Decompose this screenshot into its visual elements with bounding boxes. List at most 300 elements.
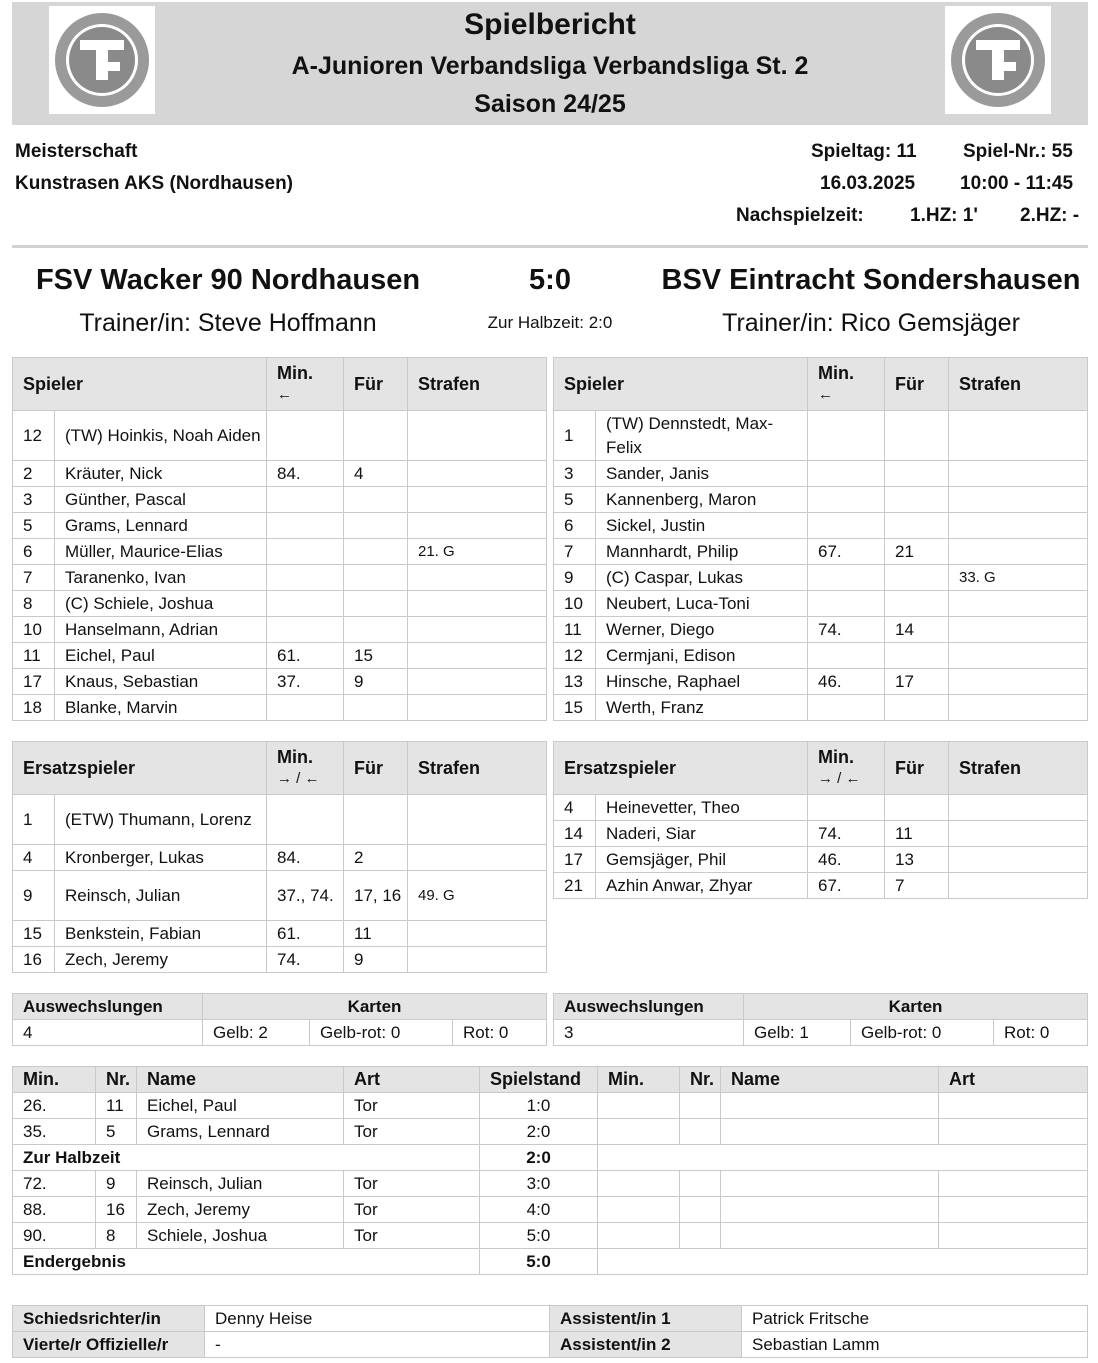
penalty: 49. G [408,871,547,921]
col-header-player: Spieler [554,358,808,411]
player-number: 10 [554,591,596,617]
player-number: 5 [554,487,596,513]
col-header-min-arrow: → / ← [277,770,320,787]
goal-player-name-away [721,1223,939,1249]
player-row [13,947,547,973]
sub-minute: 61. [267,643,344,669]
events-col-score: Spielstand [480,1067,598,1093]
goal-player-number: 11 [96,1093,137,1119]
sub-for [885,643,949,669]
league-name: A-Junioren Verbandsliga Verbandsliga St. 2 [291,52,809,80]
player-number: 10 [13,617,55,643]
player-name: Hanselmann, Adrian [55,617,267,643]
goal-minute: 35. [13,1119,96,1145]
goal-row [13,1093,1088,1119]
player-name: Azhin Anwar, Zhyar [596,873,808,899]
sub-minute [267,539,344,565]
stoppage-second-half: 2.HZ: - [1020,205,1080,226]
player-number: 12 [13,411,55,461]
goal-type: Tor [344,1171,480,1197]
player-row [13,461,547,487]
penalty [408,669,547,695]
cards-header: Karten [203,994,547,1020]
penalty [408,565,547,591]
penalty [408,695,547,721]
sub-for [344,795,408,845]
sub-for: 7 [885,873,949,899]
player-number: 3 [13,487,55,513]
player-row [554,487,1088,513]
home-yellow: Gelb: 2 [203,1020,310,1046]
events-col-name: Name [137,1067,344,1093]
player-name: (C) Schiele, Joshua [55,591,267,617]
player-name: Sickel, Justin [596,513,808,539]
col-header-penalties: Strafen [408,358,547,411]
col-header-min-label: Min. [818,363,854,383]
home-lineup-table [12,357,547,721]
player-row [13,871,547,921]
sub-for: 2 [344,845,408,871]
sub-for [344,591,408,617]
events-summary-score: 5:0 [480,1249,598,1275]
player-name: Kannenberg, Maron [596,487,808,513]
penalty [949,513,1088,539]
player-row [13,845,547,871]
penalty [408,947,547,973]
sub-minute [267,513,344,539]
player-name: Benkstein, Fabian [55,921,267,947]
events-col-nr: Nr. [96,1067,137,1093]
sub-for: 17, 16 [344,871,408,921]
assistant2-label: Assistent/in 2 [550,1332,742,1358]
home-subs-count: 4 [13,1020,203,1046]
col-header-for: Für [885,742,949,795]
player-number: 7 [13,565,55,591]
goal-minute: 26. [13,1093,96,1119]
player-number: 14 [554,821,596,847]
goal-type-away [939,1223,1088,1249]
col-header-min-label: Min. [277,747,313,767]
goal-type-away [939,1171,1088,1197]
sub-for: 15 [344,643,408,669]
penalty [949,795,1088,821]
events-away-empty [598,1145,1088,1171]
goal-player-name: Grams, Lennard [137,1119,344,1145]
player-name: Taranenko, Ivan [55,565,267,591]
col-header-min-arrow: → / ← [818,770,861,787]
player-row [554,591,1088,617]
goal-player-name: Eichel, Paul [137,1093,344,1119]
player-name: Reinsch, Julian [55,871,267,921]
sub-minute: 37. [267,669,344,695]
player-number: 16 [13,947,55,973]
player-number: 17 [554,847,596,873]
goal-row [13,1171,1088,1197]
player-row [554,565,1088,591]
assistant1-name: Patrick Fritsche [742,1306,1088,1332]
goal-row [13,1197,1088,1223]
cards-header: Karten [744,994,1088,1020]
home-summary-table [12,993,547,1046]
goal-minute-away [598,1093,680,1119]
col-header-min [267,742,344,795]
sub-minute [267,411,344,461]
sub-for [344,411,408,461]
goal-type-away [939,1093,1088,1119]
player-number: 3 [554,461,596,487]
player-row [13,643,547,669]
fourth-official-name: - [205,1332,550,1358]
goal-type: Tor [344,1119,480,1145]
sub-for [885,565,949,591]
running-score: 5:0 [480,1223,598,1249]
goal-minute-away [598,1119,680,1145]
player-row [13,539,547,565]
player-number: 18 [13,695,55,721]
player-row [554,695,1088,721]
sub-minute: 37., 74. [267,871,344,921]
player-number: 7 [554,539,596,565]
sub-for [885,487,949,513]
player-number: 11 [13,643,55,669]
events-col-nr-away: Nr. [680,1067,721,1093]
col-header-penalties: Strafen [949,358,1088,411]
col-header-min [267,358,344,411]
goal-player-number-away [680,1119,721,1145]
col-header-player: Ersatzspieler [554,742,808,795]
officials-table [12,1305,1088,1358]
player-row [554,847,1088,873]
player-row [554,539,1088,565]
player-number: 1 [554,411,596,461]
player-row [554,821,1088,847]
col-header-for: Für [344,358,408,411]
goal-player-number-away [680,1223,721,1249]
col-header-min-arrow: ← [818,386,833,403]
sub-minute: 67. [808,539,885,565]
subs-header: Auswechslungen [554,994,744,1020]
events-col-min: Min. [13,1067,96,1093]
player-number: 11 [554,617,596,643]
home-team: FSV Wacker 90 Nordhausen [35,264,421,296]
player-name: Neubert, Luca-Toni [596,591,808,617]
player-row [554,461,1088,487]
sub-for: 11 [885,821,949,847]
col-header-min [808,358,885,411]
sub-minute: 74. [808,821,885,847]
penalty [949,847,1088,873]
player-number: 4 [554,795,596,821]
sub-for [344,539,408,565]
home-subs-table [12,741,547,973]
match-number: Spiel-Nr.: 55 [963,141,1073,162]
events-summary-row [13,1249,1088,1275]
goal-player-name: Schiele, Joshua [137,1223,344,1249]
player-number: 6 [13,539,55,565]
penalty [949,461,1088,487]
player-name: Sander, Janis [596,461,808,487]
player-name: Gemsjäger, Phil [596,847,808,873]
match-time: 10:00 - 11:45 [960,173,1074,194]
penalty [949,643,1088,669]
sub-minute: 84. [267,461,344,487]
penalty [408,591,547,617]
sub-for [885,795,949,821]
events-summary-row [13,1145,1088,1171]
player-name: Heinevetter, Theo [596,795,808,821]
sub-for [344,695,408,721]
sub-for: 11 [344,921,408,947]
penalty [408,617,547,643]
penalty [408,461,547,487]
sub-for: 13 [885,847,949,873]
sub-minute: 46. [808,847,885,873]
penalty [949,873,1088,899]
home-red: Rot: 0 [453,1020,547,1046]
goal-player-name-away [721,1119,939,1145]
col-header-penalties: Strafen [408,742,547,795]
player-number: 15 [554,695,596,721]
home-coach: Trainer/in: Steve Hoffmann [79,309,377,337]
competition: Meisterschaft [15,141,138,162]
away-summary-table [553,993,1088,1046]
player-name: (C) Caspar, Lukas [596,565,808,591]
player-number: 21 [554,873,596,899]
player-row [13,411,547,461]
player-number: 17 [13,669,55,695]
sub-for: 17 [885,669,949,695]
sub-for [344,513,408,539]
goal-player-number-away [680,1197,721,1223]
stoppage-label: Nachspielzeit: [736,205,864,226]
away-yellow-red: Gelb-rot: 0 [851,1020,994,1046]
events-col-min-away: Min. [598,1067,680,1093]
match-date: 16.03.2025 [820,173,916,194]
sub-minute [267,617,344,643]
col-header-for: Für [344,742,408,795]
final-score: 5:0 [529,264,571,296]
goal-player-number-away [680,1171,721,1197]
player-name: Kronberger, Lukas [55,845,267,871]
sub-minute [808,461,885,487]
referee-name: Denny Heise [205,1306,550,1332]
col-header-penalties: Strafen [949,742,1088,795]
subs-header: Auswechslungen [13,994,203,1020]
sub-for [885,461,949,487]
sub-minute [808,411,885,461]
home-yellow-red: Gelb-rot: 0 [310,1020,453,1046]
sub-minute [808,643,885,669]
away-red: Rot: 0 [994,1020,1088,1046]
player-name: Grams, Lennard [55,513,267,539]
player-row [13,695,547,721]
events-summary-label: Endergebnis [13,1249,480,1275]
sub-for [885,591,949,617]
goal-row [13,1223,1088,1249]
player-number: 1 [13,795,55,845]
running-score: 2:0 [480,1119,598,1145]
player-number: 8 [13,591,55,617]
player-name: Blanke, Marvin [55,695,267,721]
referee-label: Schiedsrichter/in [13,1306,205,1332]
sub-minute: 61. [267,921,344,947]
col-header-player: Spieler [13,358,267,411]
player-number: 5 [13,513,55,539]
goal-type-away [939,1197,1088,1223]
sub-minute [267,487,344,513]
sub-minute: 74. [267,947,344,973]
sub-minute: 84. [267,845,344,871]
goal-type: Tor [344,1093,480,1119]
player-number: 15 [13,921,55,947]
player-row [554,643,1088,669]
penalty [408,921,547,947]
sub-minute [808,695,885,721]
goal-type: Tor [344,1223,480,1249]
goal-player-name: Zech, Jeremy [137,1197,344,1223]
player-name: Cermjani, Edison [596,643,808,669]
sub-minute [267,695,344,721]
player-row [13,591,547,617]
running-score: 4:0 [480,1197,598,1223]
goal-type: Tor [344,1197,480,1223]
penalty [408,795,547,845]
player-name: (TW) Dennstedt, Max-Felix [596,411,808,461]
goal-type-away [939,1119,1088,1145]
player-row [554,873,1088,899]
penalty [408,643,547,669]
player-number: 12 [554,643,596,669]
col-header-for: Für [885,358,949,411]
goal-player-name-away [721,1197,939,1223]
goal-player-name-away [721,1171,939,1197]
col-header-min-label: Min. [818,747,854,767]
away-subs-table [553,741,1088,899]
penalty [949,669,1088,695]
player-name: Mannhardt, Philip [596,539,808,565]
penalty [408,513,547,539]
penalty: 21. G [408,539,547,565]
away-coach: Trainer/in: Rico Gemsjäger [722,309,1020,337]
player-name: (TW) Hoinkis, Noah Aiden [55,411,267,461]
player-row [554,795,1088,821]
col-header-min-label: Min. [277,363,313,383]
sub-for [344,617,408,643]
away-team: BSV Eintracht Sondershausen [661,264,1081,296]
goal-events-table [12,1066,1088,1275]
away-subs-count: 3 [554,1020,744,1046]
col-header-min [808,742,885,795]
halftime-score: Zur Halbzeit: 2:0 [487,313,613,332]
player-row [13,921,547,947]
events-col-name-away: Name [721,1067,939,1093]
sub-minute [267,795,344,845]
goal-minute: 72. [13,1171,96,1197]
player-number: 4 [13,845,55,871]
sub-for: 14 [885,617,949,643]
running-score: 3:0 [480,1171,598,1197]
player-name: Werner, Diego [596,617,808,643]
sub-minute [267,591,344,617]
player-name: Werth, Franz [596,695,808,721]
goal-player-number: 9 [96,1171,137,1197]
penalty [949,539,1088,565]
player-name: Zech, Jeremy [55,947,267,973]
goal-minute-away [598,1223,680,1249]
player-row [13,795,547,845]
goal-minute-away [598,1197,680,1223]
player-name: Knaus, Sebastian [55,669,267,695]
player-number: 9 [13,871,55,921]
penalty [949,617,1088,643]
sub-minute [808,591,885,617]
stoppage-first-half: 1.HZ: 1' [910,205,978,226]
player-name: Günther, Pascal [55,487,267,513]
away-yellow: Gelb: 1 [744,1020,851,1046]
assistant1-label: Assistent/in 1 [550,1306,742,1332]
events-away-empty [598,1249,1088,1275]
player-name: Hinsche, Raphael [596,669,808,695]
sub-minute: 46. [808,669,885,695]
player-row [13,565,547,591]
penalty [949,591,1088,617]
col-header-min-arrow: ← [277,386,292,403]
penalty [408,411,547,461]
goal-player-number-away [680,1093,721,1119]
player-name: Naderi, Siar [596,821,808,847]
sub-minute [808,487,885,513]
player-number: 9 [554,565,596,591]
player-name: Müller, Maurice-Elias [55,539,267,565]
sub-for: 9 [344,947,408,973]
player-row [554,513,1088,539]
goal-player-number: 5 [96,1119,137,1145]
penalty [949,411,1088,461]
events-col-type-away: Art [939,1067,1088,1093]
goal-player-number: 16 [96,1197,137,1223]
sub-minute [808,565,885,591]
sub-minute: 74. [808,617,885,643]
sub-for [344,487,408,513]
player-row [13,617,547,643]
matchday: Spieltag: 11 [811,141,917,162]
goal-minute: 88. [13,1197,96,1223]
sub-minute [267,565,344,591]
events-col-type: Art [344,1067,480,1093]
sub-for: 21 [885,539,949,565]
player-number: 2 [13,461,55,487]
goal-minute: 90. [13,1223,96,1249]
report-title: Spielbericht [464,8,636,41]
sub-for [885,411,949,461]
penalty [949,487,1088,513]
sub-minute [808,795,885,821]
sub-minute: 67. [808,873,885,899]
penalty [408,487,547,513]
away-lineup-table [553,357,1088,721]
venue: Kunstrasen AKS (Nordhausen) [15,173,293,194]
assistant2-name: Sebastian Lamm [742,1332,1088,1358]
player-row [554,617,1088,643]
penalty [949,695,1088,721]
player-name: (ETW) Thumann, Lorenz [55,795,267,845]
events-summary-score: 2:0 [480,1145,598,1171]
player-name: Eichel, Paul [55,643,267,669]
player-number: 13 [554,669,596,695]
season: Saison 24/25 [474,90,626,118]
sub-for [885,513,949,539]
goal-player-name-away [721,1093,939,1119]
